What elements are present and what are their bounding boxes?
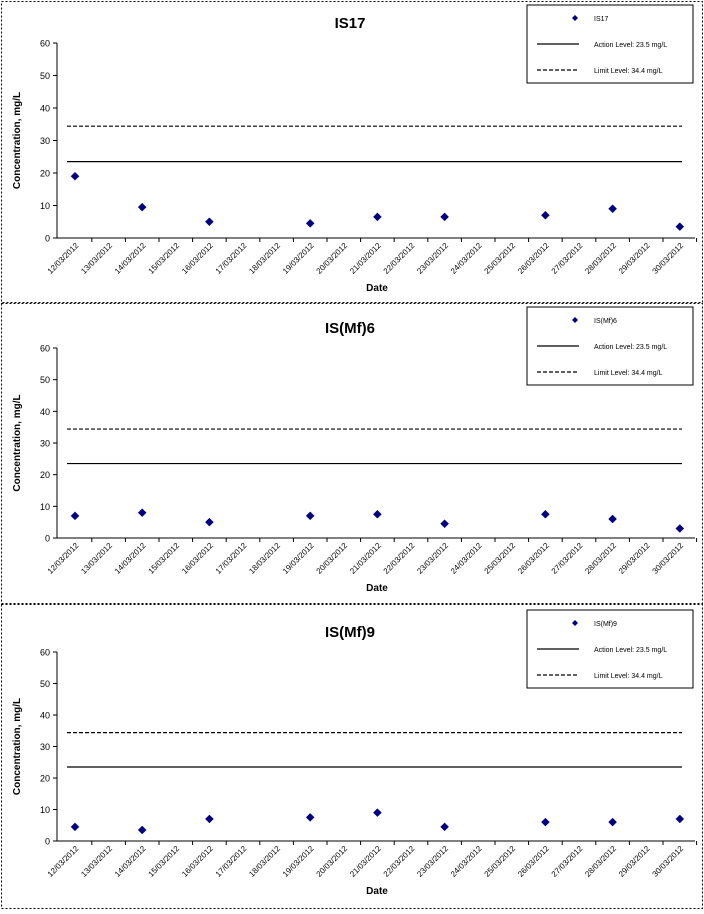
y-tick-label: 10: [39, 805, 50, 815]
x-tick-label: 14/03/2012: [112, 844, 148, 879]
x-tick-label: 29/03/2012: [616, 844, 652, 879]
x-tick-label: 17/03/2012: [213, 844, 249, 879]
x-tick-label: 12/03/2012: [45, 844, 81, 879]
x-axis-label: Date: [366, 886, 388, 897]
legend-label: Limit Level: 34.4 mg/L: [594, 673, 663, 680]
y-tick-label: 20: [39, 168, 50, 179]
x-tick-label: 21/03/2012: [348, 241, 383, 276]
x-tick-label: 20/03/2012: [314, 541, 350, 576]
y-tick-label: 20: [39, 470, 50, 481]
data-point: [373, 809, 381, 817]
x-tick-label: 16/03/2012: [180, 844, 215, 879]
x-tick-label: 24/03/2012: [448, 241, 484, 276]
y-tick-label: 60: [39, 38, 50, 49]
x-tick-label: 27/03/2012: [549, 241, 585, 276]
x-tick-label: 28/03/2012: [583, 541, 619, 576]
x-tick-label: 23/03/2012: [415, 541, 451, 576]
x-tick-label: 13/03/2012: [79, 844, 115, 879]
data-point: [138, 203, 146, 211]
data-point: [71, 512, 79, 520]
x-tick-label: 23/03/2012: [415, 844, 451, 879]
x-tick-label: 19/03/2012: [280, 541, 316, 576]
x-tick-label: 18/03/2012: [247, 844, 283, 879]
chart-panel-3: [2, 605, 703, 909]
data-point: [441, 213, 449, 221]
y-tick-label: 0: [44, 533, 50, 544]
data-point: [306, 813, 314, 821]
x-tick-label: 20/03/2012: [314, 241, 350, 276]
x-tick-label: 14/03/2012: [112, 241, 148, 276]
x-tick-label: 19/03/2012: [280, 241, 316, 276]
chart-panel-2: [2, 304, 703, 604]
legend-label: IS(Mf)9: [594, 621, 617, 628]
x-tick-label: 27/03/2012: [549, 844, 585, 879]
x-tick-label: 14/03/2012: [112, 541, 148, 576]
y-tick-label: 50: [39, 679, 50, 689]
data-point: [609, 205, 617, 213]
data-point: [676, 223, 684, 231]
data-point: [541, 510, 549, 518]
x-tick-label: 16/03/2012: [180, 241, 215, 276]
y-tick-label: 40: [39, 710, 50, 721]
legend: [527, 307, 693, 385]
data-point: [676, 815, 684, 823]
legend-label: IS17: [594, 16, 609, 23]
x-tick-label: 18/03/2012: [247, 241, 283, 276]
data-point: [306, 512, 314, 520]
x-tick-label: 19/03/2012: [280, 844, 316, 879]
y-tick-label: 40: [39, 103, 50, 114]
chart-panel-1: [2, 2, 703, 303]
x-tick-label: 15/03/2012: [146, 541, 182, 576]
y-tick-label: 10: [39, 501, 50, 512]
y-tick-label: 20: [39, 773, 50, 784]
data-point: [373, 213, 381, 221]
data-point: [306, 219, 314, 227]
x-tick-label: 28/03/2012: [583, 844, 619, 879]
y-tick-label: 40: [39, 406, 50, 417]
data-point: [541, 211, 549, 219]
x-tick-label: 22/03/2012: [381, 844, 417, 879]
legend-label: IS(Mf)6: [594, 318, 617, 325]
x-tick-label: 30/03/2012: [650, 241, 686, 276]
x-tick-label: 18/03/2012: [247, 541, 283, 576]
x-tick-label: 13/03/2012: [79, 541, 115, 576]
x-tick-label: 17/03/2012: [213, 241, 249, 276]
y-tick-label: 30: [39, 136, 50, 146]
y-tick-label: 30: [39, 438, 50, 449]
x-tick-label: 29/03/2012: [616, 541, 652, 576]
legend-label: Limit Level: 34.4 mg/L: [594, 68, 663, 75]
y-tick-label: 60: [39, 647, 50, 658]
x-axis-label: Date: [366, 283, 388, 294]
x-tick-label: 24/03/2012: [448, 844, 484, 879]
chart-title: IS(Mf)6: [325, 320, 375, 337]
data-point: [138, 826, 146, 834]
data-point: [205, 815, 213, 823]
legend-label: Action Level: 23.5 mg/L: [594, 647, 668, 654]
data-point: [441, 520, 449, 528]
x-tick-label: 13/03/2012: [79, 241, 115, 276]
y-tick-label: 50: [39, 375, 50, 386]
x-tick-label: 20/03/2012: [314, 844, 350, 879]
y-tick-label: 0: [44, 836, 50, 847]
data-point: [441, 823, 449, 831]
data-point: [205, 518, 213, 526]
data-point: [373, 510, 381, 518]
data-point: [138, 509, 146, 517]
x-tick-label: 26/03/2012: [516, 541, 551, 576]
y-tick-label: 50: [39, 71, 50, 81]
x-tick-label: 21/03/2012: [348, 844, 383, 879]
x-tick-label: 29/03/2012: [616, 241, 652, 276]
data-point: [609, 515, 617, 523]
x-axis-label: Date: [366, 583, 388, 594]
x-tick-label: 26/03/2012: [516, 241, 551, 276]
x-tick-label: 25/03/2012: [482, 241, 518, 276]
x-tick-label: 27/03/2012: [549, 541, 585, 576]
chart-title: IS(Mf)9: [325, 624, 375, 641]
y-tick-label: 0: [44, 233, 50, 244]
y-axis-label: Concentration, mg/L: [12, 697, 23, 796]
x-tick-label: 12/03/2012: [45, 241, 81, 276]
data-point: [676, 525, 684, 533]
x-tick-label: 25/03/2012: [482, 844, 518, 879]
data-point: [71, 823, 79, 831]
x-tick-label: 22/03/2012: [381, 541, 417, 576]
chart-title: IS17: [334, 15, 366, 32]
x-tick-label: 15/03/2012: [146, 844, 182, 879]
legend-label: Action Level: 23.5 mg/L: [594, 344, 668, 351]
x-tick-label: 23/03/2012: [415, 241, 451, 276]
y-tick-label: 30: [39, 742, 50, 752]
x-tick-label: 25/03/2012: [482, 541, 518, 576]
y-tick-label: 10: [39, 201, 50, 211]
legend-label: Action Level: 23.5 mg/L: [594, 42, 668, 49]
x-tick-label: 28/03/2012: [583, 241, 619, 276]
x-tick-label: 24/03/2012: [448, 541, 484, 576]
legend-label: Limit Level: 34.4 mg/L: [594, 370, 663, 377]
x-tick-label: 21/03/2012: [348, 541, 383, 576]
x-tick-label: 15/03/2012: [146, 241, 182, 276]
x-tick-label: 30/03/2012: [650, 844, 686, 879]
x-tick-label: 22/03/2012: [381, 241, 417, 276]
x-tick-label: 17/03/2012: [213, 541, 249, 576]
legend: [527, 610, 693, 688]
data-point: [71, 172, 79, 180]
y-tick-label: 60: [39, 343, 50, 354]
data-point: [541, 818, 549, 826]
x-tick-label: 30/03/2012: [650, 541, 686, 576]
x-tick-label: 12/03/2012: [45, 541, 81, 576]
y-axis-label: Concentration, mg/L: [12, 91, 23, 190]
x-tick-label: 26/03/2012: [516, 844, 551, 879]
data-point: [205, 218, 213, 226]
x-tick-label: 16/03/2012: [180, 541, 215, 576]
legend: [527, 5, 693, 83]
data-point: [609, 818, 617, 826]
y-axis-label: Concentration, mg/L: [12, 394, 23, 492]
